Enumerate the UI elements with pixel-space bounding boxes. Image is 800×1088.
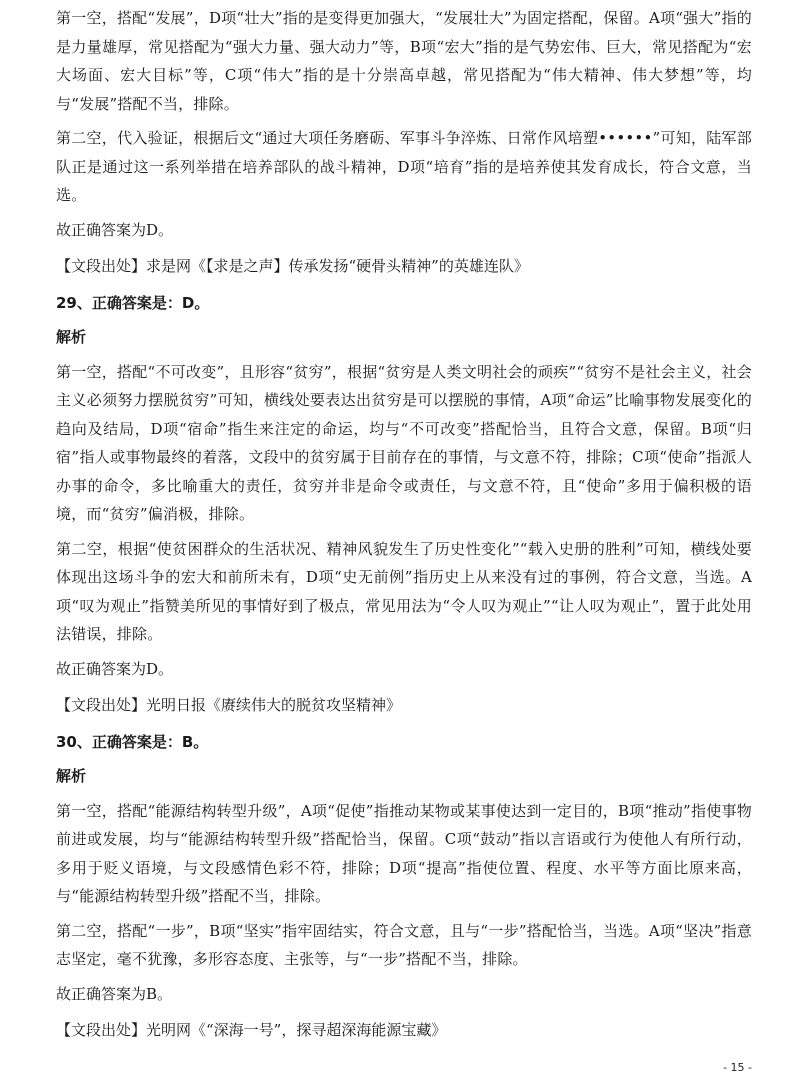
q30-analysis-label: 解析	[56, 767, 87, 785]
q29-source-citation: 【文段出处】光明日报《赓续伟大的脱贫攻坚精神》	[56, 696, 402, 714]
question-30-section	[56, 728, 752, 1045]
q28-source-citation: 【文段出处】求是网《【求是之声】传承发扬“硬骨头精神”的英雄连队》	[56, 257, 529, 275]
q30-answer-line: 故正确答案为B。	[56, 984, 173, 1003]
q29-analysis-paragraph-1: 第一空，搭配“不可改变”，且形容“贫穷”，根据“贫穷是人类文明社会的顽疾”“贫穷不是社会主义，社会主义必须努力摆脱贫穷”可知，横线处要表达出贫穷是可以摆脱的事情，A项“命运”比喻事物发展变化的趋向及结局，D项“宿命”指生来注定的命运，均与“不可改变”搭配恰当，且符合文意，保留。B项“归宿”指人或事物最终的着落，文段中的贫穷属于目前存在的事情，与文意不符，排除；C项“使命”指派人办事的命令，多比喻重大的责任，贫穷并非是命令或责任，与文意不符，且“使命”多用于偏积极的语境，而“贫穷”偏消极，排除。	[56, 362, 752, 523]
question-28-section	[56, 4, 752, 281]
q30-source-citation: 【文段出处】光明网《“深海一号”，探寻超深海能源宝藏》	[56, 1021, 447, 1039]
q28-analysis-paragraph-2: 第二空，代入验证，根据后文“通过大项任务磨砺、军事斗争淬炼、日常作风培塑••••••”可知，陆军部队正是通过这一系列举措在培养部队的战斗精神，D项“培育”指的是培养使其发育成长，符合文意，当选。	[56, 129, 752, 204]
page-number: - 15 -	[723, 1061, 752, 1074]
q29-analysis-label: 解析	[56, 328, 87, 346]
q29-analysis-paragraph-2: 第二空，根据“使贫困群众的生活状况、精神风貌发生了历史性变化”“载入史册的胜利”可知，横线处要体现出这场斗争的宏大和前所未有，D项“史无前例”指历史上从来没有过的事例，符合文意，当选。A项“叹为观止”指赞美所见的事情好到了极点，常见用法为“令人叹为观止”“让人叹为观止”，置于此处用法错误，排除。	[56, 539, 752, 643]
q28-analysis-paragraph-1: 第一空，搭配“发展”，D项“壮大”指的是变得更加强大，“发展壮大”为固定搭配，保留。A项“强大”指的是力量雄厚，常见搭配为“强大力量、强大动力”等，B项“宏大”指的是气势宏伟、巨大，常见搭配为“宏大场面、宏大目标”等，C项“伟大”指的是十分崇高卓越，常见搭配为“伟大精神、伟大梦想”等，均与“发展”搭配不当，排除。	[56, 9, 752, 113]
q30-analysis-paragraph-2: 第二空，搭配“一步”，B项“坚实”指牢固结实，符合文意，且与“一步”搭配恰当，当选。A项“坚决”指意志坚定，毫不犹豫，多形容态度、主张等，与“一步”搭配不当，排除。	[56, 921, 752, 968]
q29-title: 29、正确答案是：D。	[56, 293, 210, 312]
q29-answer-line: 故正确答案为D。	[56, 659, 174, 678]
q30-analysis-paragraph-1: 第一空，搭配“能源结构转型升级”，A项“促使”指推动某物或某事使达到一定目的，B项“推动”指使事物前进或发展，均与“能源结构转型升级”搭配恰当，保留。C项“鼓动”指以言语或行为使他人有所行动，多用于贬义语境，与文段感情色彩不符，排除；D项“提高”指使位置、程度、水平等方面比原来高，与“能源结构转型升级”搭配不当，排除。	[56, 801, 752, 905]
document-page	[56, 4, 752, 1053]
q30-title: 30、正确答案是：B。	[56, 732, 209, 751]
question-29-section	[56, 289, 752, 720]
q28-answer-line: 故正确答案为D。	[56, 220, 174, 239]
